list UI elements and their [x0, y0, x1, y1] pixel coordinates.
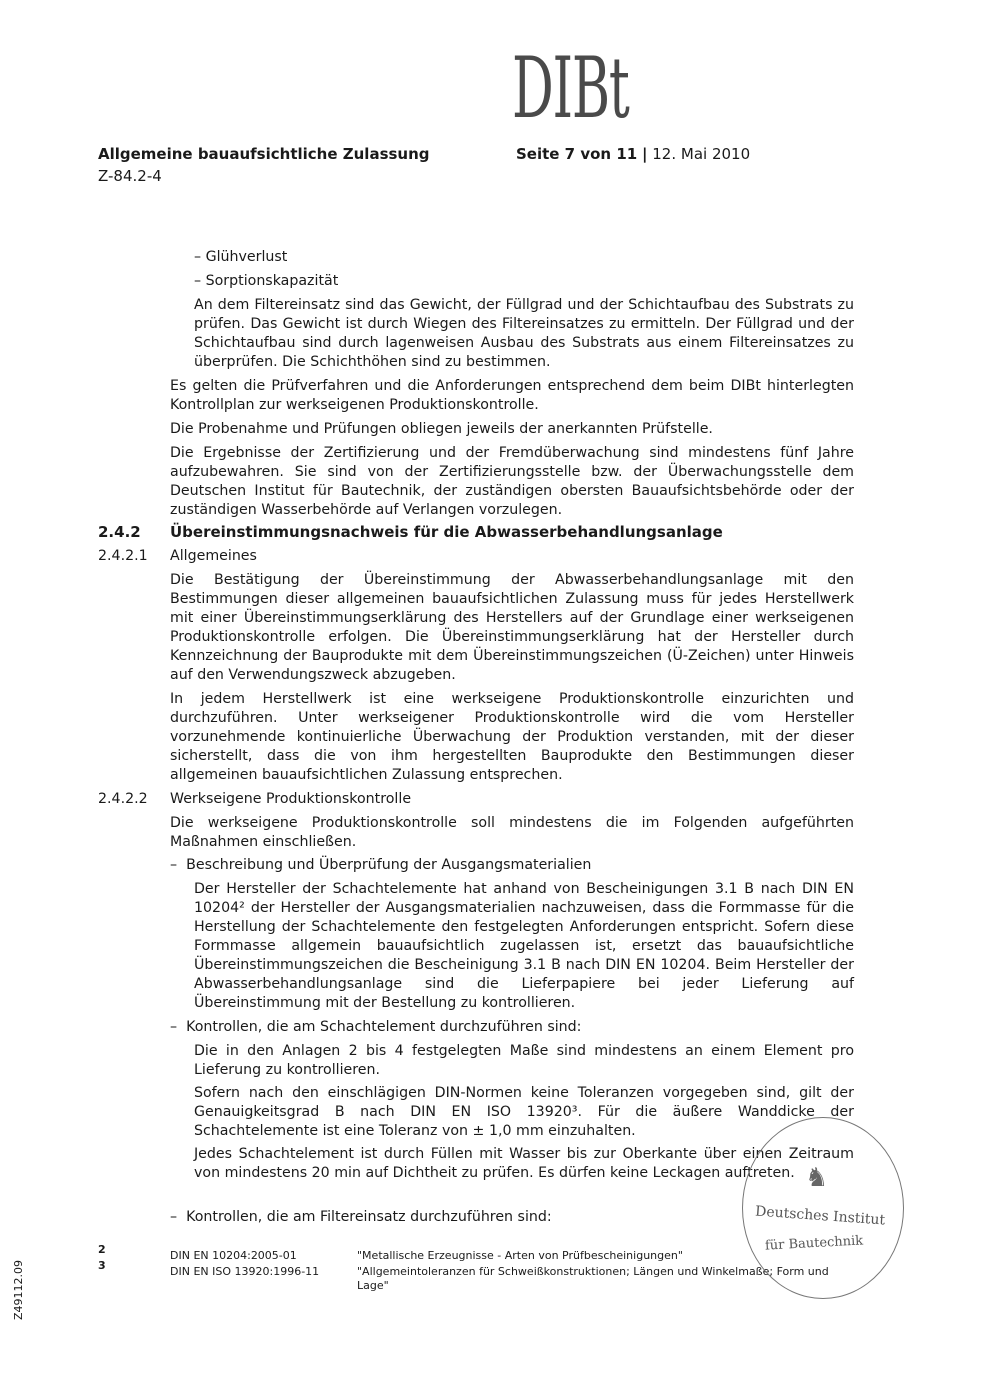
dash: – — [194, 273, 202, 289]
section-number: 2.4.2 — [98, 523, 141, 541]
list-item-text: Kontrollen, die am Schachtelement durchzuführen sind: — [186, 1019, 582, 1035]
footnote-reference: DIN EN 10204:2005-01 — [170, 1249, 297, 1262]
paragraph-bestaetigung: Die Bestätigung der Übereinstimmung der Abwasserbehandlungsanlage mit den Bestimmungen dieser allgemeinen bauaufsichtlichen Zulassung muss für jedes Herstellwerk mit einer Übereinstimmungserklärung des Herstellers auf der Grundlage einer werkseigenen Produktionskontrolle erfolgen. Die Übereinstimmungserklärung hat der Hersteller durch Kennzeichnung der Bauprodukte mit dem Übereinstimmungszeichen (Ü-Zeichen) unter Hinweis auf den Verwendungszweck abzugeben. — [170, 572, 854, 683]
footnote-reference: DIN EN ISO 13920:1996-11 — [170, 1265, 320, 1278]
paragraph-toleranz: Sofern nach den einschlägigen DIN-Normen keine Toleranzen vorgegeben sind, gilt der Genauigkeitsgrad B nach DIN EN ISO 13920³. Für die äußere Wanddicke der Schachtelemente ist eine Toleranz von ± 1,0 mm einzuhalten. — [194, 1085, 854, 1139]
subsection-heading: Allgemeines — [170, 548, 257, 564]
dash: – — [170, 1019, 178, 1035]
list-item — [170, 856, 591, 875]
list-item-text: Glühverlust — [205, 249, 288, 265]
paragraph-dichtheit: Jedes Schachtelement ist durch Füllen mit Wasser bis zur Oberkante über einen Zeitraum von mindestens 20 min auf Dichtheit zu prüfen. Es dürfen keine Leckagen auftreten. — [194, 1146, 854, 1181]
paragraph-masse: Die in den Anlagen 2 bis 4 festgelegten Maße sind mindestens an einem Element pro Lieferung zu kontrollieren. — [194, 1043, 854, 1078]
list-item — [194, 248, 287, 267]
document-title: Allgemeine bauaufsichtliche Zulassung — [98, 145, 430, 163]
stamp-line-2: für Bautechnik — [764, 1233, 864, 1254]
dash: – — [170, 857, 178, 873]
list-item — [170, 1018, 581, 1037]
list-item-text: Kontrollen, die am Filtereinsatz durchzuführen sind: — [186, 1209, 552, 1225]
dibt-logo: DIBt — [512, 39, 629, 137]
list-item — [194, 272, 338, 291]
subsection-number: 2.4.2.2 — [98, 791, 148, 807]
paragraph-pruefverfahren: Es gelten die Prüfverfahren und die Anforderungen entsprechend dem beim DIBt hinterlegten Kontrollplan zur werkseigenen Produktionskontrolle. — [170, 378, 854, 413]
footnote-number: 2 — [98, 1243, 106, 1256]
footnote-text: "Allgemeintoleranzen für Schweißkonstruktionen; Längen und Winkelmaße; Form und Lage" — [357, 1265, 829, 1292]
subsection-number: 2.4.2.1 — [98, 548, 148, 564]
paragraph-herstellwerk: In jedem Herstellwerk ist eine werkseigene Produktionskontrolle einzurichten und durchzuführen. Unter werkseigener Produktionskontrolle wird die vom Hersteller vorzunehmende kontinuierliche Überwachung der Produktion verstanden, mit der dieser sicherstellt, dass die von ihm hergestellten Bauprodukte den Bestimmungen dieser allgemeinen bauaufsichtlichen Zulassung entsprechen. — [170, 691, 854, 783]
section-heading: Übereinstimmungsnachweis für die Abwasserbehandlungsanlage — [170, 523, 723, 541]
subsection-heading: Werkseigene Produktionskontrolle — [170, 791, 412, 807]
bear-icon: ♞ — [805, 1163, 829, 1193]
page-number: Seite 7 von 11 — [516, 145, 638, 163]
footnote-number: 3 — [98, 1259, 106, 1272]
paragraph-ergebnisse: Die Ergebnisse der Zertifizierung und der Fremdüberwachung sind mindestens fünf Jahre aufzubewahren. Sie sind von der Zertifizierungsstelle bzw. der Überwachungsstelle dem Deutschen Institut für Bautechnik, der zuständigen obersten Bauaufsichtsbehörde oder der zuständigen Wasserbehörde auf Verlangen vorzulegen. — [170, 445, 854, 518]
paragraph-filter: An dem Filtereinsatz sind das Gewicht, der Füllgrad und der Schichtaufbau des Substrats zu prüfen. Das Gewicht ist durch Wiegen des Filtereinsatzes zu ermitteln. Der Füllgrad und der Schichtaufbau sind durch lagenweisen Ausbau des Substrats aus einem Filtereinsatzes zu überprüfen. Die Schichthöhen sind zu bestimmen. — [194, 297, 854, 370]
list-item-text: Sorptionskapazität — [205, 273, 339, 289]
paragraph-wpk: Die werkseigene Produktionskontrolle soll mindestens die im Folgenden aufgeführten Maßnahmen einschließen. — [170, 815, 854, 850]
paragraph-ausgang: Der Hersteller der Schachtelemente hat anhand von Bescheinigungen 3.1 B nach DIN EN 10204² der Hersteller der Ausgangsmaterialien nachzuweisen, dass die Formmasse für die Herstellung der Schachtelemente den festgelegten Anforderungen entspricht. Sofern diese Formmasse allgemein bauaufsichtlich zugelassen ist, ersetzt das bauaufsichtliche Übereinstimmungszeichen die Bescheinigung 3.1 B nach DIN EN 10204. Beim Hersteller der Abwasserbehandlungsanlage sind die Lieferpapiere bei jeder Lieferung auf Übereinstimmung mit der Bestellung zu kontrollieren. — [194, 881, 854, 1011]
header-separator: | — [641, 145, 648, 163]
side-document-code: Z49112.09 — [12, 1259, 25, 1320]
issue-date: 12. Mai 2010 — [652, 145, 751, 163]
stamp-line-1: Deutsches Institut — [754, 1203, 886, 1229]
list-item — [170, 1208, 552, 1227]
dash: – — [194, 249, 202, 265]
footnote-text: "Metallische Erzeugnisse - Arten von Prüfbescheinigungen" — [357, 1249, 683, 1262]
dash: – — [170, 1209, 178, 1225]
page-info — [516, 145, 750, 163]
institute-stamp — [742, 1117, 904, 1299]
approval-number: Z-84.2-4 — [98, 167, 162, 185]
list-item-text: Beschreibung und Überprüfung der Ausgangsmaterialien — [186, 857, 592, 873]
paragraph-probenahme: Die Probenahme und Prüfungen obliegen jeweils der anerkannten Prüfstelle. — [170, 421, 713, 437]
